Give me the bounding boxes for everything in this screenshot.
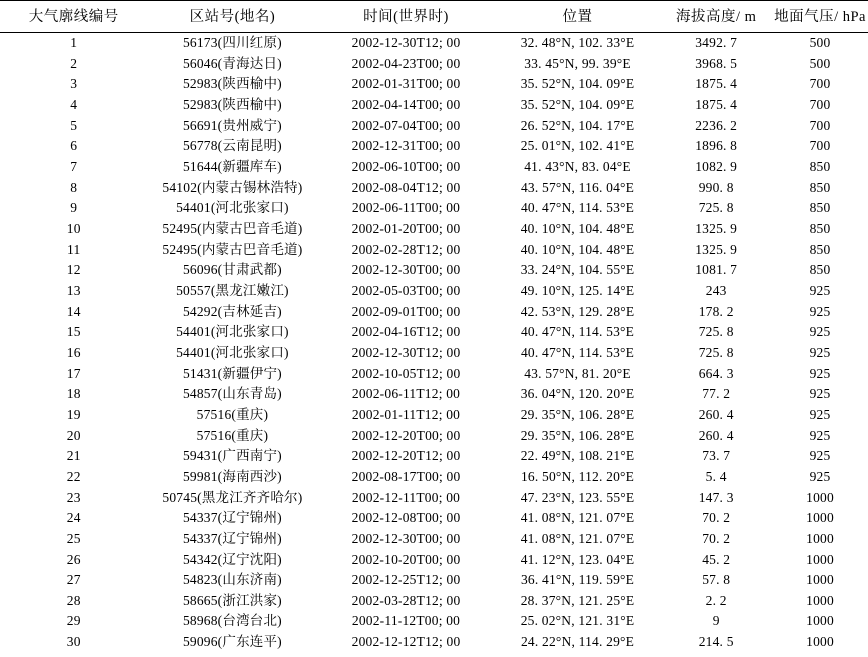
cell-id: 10 [66,221,81,236]
cell-time: 2002-02-28T12; 00 [351,241,461,257]
cell-pos: 47. 23°N, 123. 55°E [520,489,635,505]
cell-id: 26 [66,551,81,567]
cell-pos: 40. 47°N, 114. 53°E [520,324,635,340]
table-row [0,54,868,75]
cell-pos: 35. 52°N, 104. 09°E [520,76,635,92]
cell-alt: 990. 8 [698,179,734,195]
cell-id: 19 [66,406,81,422]
cell-alt: 1875. 4 [695,97,738,113]
cell-alt: 214. 5 [698,634,734,650]
cell-time: 2002-10-05T12; 00 [351,365,461,381]
cell-id: 11 [66,241,81,257]
table-row [0,95,868,116]
cell-id: 15 [66,324,81,340]
table-row [0,198,868,219]
cell-pos: 29. 35°N, 106. 28°E [520,406,635,422]
table-row [0,446,868,467]
cell-pres: 850 [809,262,831,278]
cell-time: 2002-12-30T12; 00 [351,344,461,360]
cell-pos: 28. 37°N, 121. 25°E [520,592,635,608]
cell-time: 2002-08-04T12; 00 [351,179,461,195]
cell-alt: 725. 8 [698,324,734,340]
table-row [0,260,868,281]
cell-stn: 52983(陕西榆中) [182,76,282,92]
table-row [0,322,868,343]
cell-alt: 77. 2 [702,386,731,402]
cell-pos: 33. 24°N, 104. 55°E [520,262,635,278]
cell-stn: 52983(陕西榆中) [182,97,282,113]
cell-time: 2002-12-12T12; 00 [351,634,461,650]
cell-id: 6 [70,138,78,154]
cell-pres: 1000 [806,634,834,650]
cell-id: 27 [66,572,81,588]
cell-alt: 260. 4 [698,427,734,443]
cell-alt: 3492. 7 [695,35,738,51]
column-header-position: 位置 [495,1,661,33]
cell-pos: 22. 49°N, 108. 21°E [520,448,635,464]
cell-alt: 1325. 9 [695,241,738,257]
cell-stn: 58665(浙江洪家) [182,592,282,608]
cell-id: 7 [70,159,78,175]
cell-id: 12 [66,262,81,278]
cell-time: 2002-10-20T00; 00 [351,551,461,567]
cell-pos: 16. 50°N, 112. 20°E [520,468,635,484]
table-row [0,611,868,632]
cell-alt: 1896. 8 [695,138,738,154]
cell-pres: 850 [809,159,831,175]
cell-time: 2002-12-30T00; 00 [351,262,461,278]
cell-stn: 56096(甘肃武都) [182,262,282,278]
cell-pos: 41. 12°N, 123. 04°E [520,551,635,567]
table-row [0,508,868,529]
cell-id: 23 [66,489,81,505]
cell-alt: 260. 4 [698,406,734,422]
cell-alt: 2. 2 [705,592,727,608]
column-header-surface-pressure: 地面气压/ hPa [772,1,868,33]
cell-time: 2002-01-31T00; 00 [351,76,461,92]
cell-pos: 41. 43°N, 83. 04°E [524,159,631,175]
cell-stn: 54401(河北张家口) [176,324,289,340]
cell-stn: 50557(黑龙江嫩江) [176,282,289,298]
cell-pos: 33. 45°N, 99. 39°E [524,55,631,71]
cell-pres: 925 [809,282,831,298]
cell-stn: 56046(青海达日) [182,55,282,71]
cell-pos: 43. 57°N, 81. 20°E [524,365,631,381]
cell-stn: 58968(台湾台北) [182,613,282,629]
cell-id: 3 [70,76,78,92]
cell-time: 2002-12-30T12; 00 [351,35,461,51]
cell-pres: 500 [809,55,831,71]
cell-stn: 59096(广东连平) [182,634,282,650]
cell-pres: 925 [809,365,831,381]
cell-pres: 850 [809,221,831,236]
cell-pos: 43. 57°N, 116. 04°E [520,179,635,195]
cell-alt: 70. 2 [702,510,731,526]
cell-time: 2002-07-04T00; 00 [351,117,461,133]
cell-time: 2002-08-17T00; 00 [351,468,461,484]
cell-pos: 49. 10°N, 125. 14°E [520,282,635,298]
cell-pos: 36. 04°N, 120. 20°E [520,386,635,402]
cell-id: 2 [70,55,78,71]
cell-id: 8 [70,179,78,195]
cell-id: 14 [66,303,81,319]
cell-time: 2002-01-11T12; 00 [351,406,461,422]
cell-pos: 40. 47°N, 114. 53°E [520,344,635,360]
cell-stn: 54401(河北张家口) [176,200,289,216]
cell-stn: 59431(广西南宁) [182,448,282,464]
table-row [0,178,868,199]
cell-alt: 725. 8 [698,200,734,216]
cell-stn: 50745(黑龙江齐齐哈尔) [162,489,303,505]
cell-pos: 25. 02°N, 121. 31°E [520,613,635,629]
cell-pres: 1000 [806,592,834,608]
cell-time: 2002-12-30T00; 00 [351,530,461,546]
cell-pres: 925 [809,386,831,402]
cell-pres: 850 [809,179,831,195]
cell-stn: 51644(新疆库车) [182,159,282,175]
table-row [0,384,868,405]
cell-alt: 57. 8 [702,572,731,588]
cell-pres: 925 [809,324,831,340]
cell-stn: 54102(内蒙古锡林浩特) [162,179,303,195]
cell-id: 25 [66,530,81,546]
table-row [0,116,868,137]
cell-time: 2002-05-03T00; 00 [351,282,461,298]
cell-pres: 1000 [806,530,834,546]
cell-stn: 54342(辽宁沈阳) [182,551,282,567]
cell-stn: 56173(四川红原) [182,35,282,51]
cell-stn: 54823(山东济南) [182,572,282,588]
cell-pres: 700 [809,138,831,154]
cell-time: 2002-12-25T12; 00 [351,572,461,588]
table-row [0,343,868,364]
table-header-row [0,1,868,33]
cell-id: 28 [66,592,81,608]
cell-pos: 41. 08°N, 121. 07°E [520,530,635,546]
table-row [0,487,868,508]
cell-pres: 1000 [806,613,834,629]
cell-pos: 26. 52°N, 104. 17°E [520,117,635,133]
cell-pos: 25. 01°N, 102. 41°E [520,138,635,154]
cell-id: 17 [66,365,81,381]
cell-alt: 9 [712,613,720,629]
cell-time: 2002-12-20T12; 00 [351,448,461,464]
cell-alt: 70. 2 [702,530,731,546]
cell-pos: 24. 22°N, 114. 29°E [520,634,635,650]
cell-pres: 500 [809,35,831,51]
cell-stn: 52495(内蒙古巴音毛道) [162,221,303,236]
cell-time: 2002-12-11T00; 00 [351,489,461,505]
cell-id: 16 [66,344,81,360]
table-row [0,425,868,446]
cell-pos: 40. 10°N, 104. 48°E [520,221,635,236]
cell-stn: 51431(新疆伊宁) [182,365,282,381]
cell-stn: 54857(山东青岛) [182,386,282,402]
cell-pres: 1000 [806,551,834,567]
table-row [0,219,868,240]
column-header-altitude: 海拔高度/ m [660,1,772,33]
cell-id: 4 [70,97,78,113]
cell-time: 2002-12-20T00; 00 [351,427,461,443]
cell-alt: 664. 3 [698,365,734,381]
cell-alt: 1325. 9 [695,221,738,236]
table-body [0,33,868,653]
cell-pres: 925 [809,303,831,319]
cell-pres: 925 [809,427,831,443]
cell-pos: 42. 53°N, 129. 28°E [520,303,635,319]
cell-alt: 178. 2 [698,303,734,319]
cell-alt: 73. 7 [702,448,731,464]
cell-alt: 1081. 7 [695,262,738,278]
cell-pres: 925 [809,448,831,464]
cell-id: 24 [66,510,81,526]
table-row [0,467,868,488]
table-row [0,529,868,550]
cell-pos: 29. 35°N, 106. 28°E [520,427,635,443]
cell-stn: 56778(云南昆明) [182,138,282,154]
cell-pres: 700 [809,76,831,92]
table-row [0,33,868,54]
table-row [0,632,868,653]
cell-stn: 59981(海南西沙) [182,468,282,484]
cell-stn: 54401(河北张家口) [176,344,289,360]
cell-stn: 54337(辽宁锦州) [182,510,282,526]
cell-pos: 32. 48°N, 102. 33°E [520,35,635,51]
cell-time: 2002-09-01T00; 00 [351,303,461,319]
table-row [0,281,868,302]
cell-pres: 700 [809,97,831,113]
cell-pos: 40. 47°N, 114. 53°E [520,200,635,216]
table-row [0,405,868,426]
cell-alt: 243 [705,282,727,298]
cell-pos: 40. 10°N, 104. 48°E [520,241,635,257]
cell-id: 13 [66,282,81,298]
column-header-station: 区站号(地名) [148,1,318,33]
cell-id: 29 [66,613,81,629]
cell-pres: 1000 [806,510,834,526]
cell-pres: 925 [809,344,831,360]
cell-pres: 850 [809,241,831,257]
cell-id: 9 [70,200,78,216]
table-row [0,549,868,570]
cell-alt: 3968. 5 [695,55,738,71]
cell-time: 2002-04-23T00; 00 [351,55,461,71]
table-row [0,240,868,261]
cell-time: 2002-12-08T00; 00 [351,510,461,526]
cell-time: 2002-04-14T00; 00 [351,97,461,113]
table-row [0,136,868,157]
cell-alt: 2236. 2 [695,117,738,133]
cell-stn: 54337(辽宁锦州) [182,530,282,546]
cell-alt: 147. 3 [698,489,734,505]
cell-pres: 850 [809,200,831,216]
cell-time: 2002-12-31T00; 00 [351,138,461,154]
table-row [0,591,868,612]
cell-id: 21 [66,448,81,464]
cell-stn: 57516(重庆) [196,427,269,443]
cell-id: 5 [70,117,78,133]
cell-pos: 41. 08°N, 121. 07°E [520,510,635,526]
cell-time: 2002-04-16T12; 00 [351,324,461,340]
cell-id: 1 [70,35,78,51]
table-row [0,157,868,178]
cell-pres: 925 [809,468,831,484]
table-row [0,570,868,591]
cell-id: 20 [66,427,81,443]
cell-id: 22 [66,468,81,484]
cell-time: 2002-11-12T00; 00 [351,613,461,629]
cell-pres: 1000 [806,572,834,588]
cell-time: 2002-01-20T00; 00 [351,221,461,236]
cell-id: 18 [66,386,81,402]
table-header [0,1,868,33]
cell-alt: 1082. 9 [695,159,738,175]
column-header-time: 时间(世界时) [317,1,494,33]
cell-time: 2002-06-11T12; 00 [351,386,461,402]
cell-time: 2002-06-10T00; 00 [351,159,461,175]
cell-alt: 5. 4 [705,468,727,484]
cell-stn: 52495(内蒙古巴音毛道) [162,241,303,257]
cell-stn: 57516(重庆) [196,406,269,422]
cell-alt: 1875. 4 [695,76,738,92]
cell-alt: 725. 8 [698,344,734,360]
cell-stn: 54292(吉林延吉) [182,303,282,319]
cell-time: 2002-06-11T00; 00 [351,200,461,216]
cell-time: 2002-03-28T12; 00 [351,592,461,608]
table-row [0,364,868,385]
cell-pres: 700 [809,117,831,133]
column-header-profile-id: 大气廓线编号 [0,1,148,33]
cell-pres: 925 [809,406,831,422]
cell-stn: 56691(贵州威宁) [182,117,282,133]
cell-id: 30 [66,634,81,650]
cell-pos: 35. 52°N, 104. 09°E [520,97,635,113]
cell-pos: 36. 41°N, 119. 59°E [520,572,635,588]
cell-alt: 45. 2 [702,551,731,567]
table-row [0,74,868,95]
cell-pres: 1000 [806,489,834,505]
table-row [0,302,868,323]
